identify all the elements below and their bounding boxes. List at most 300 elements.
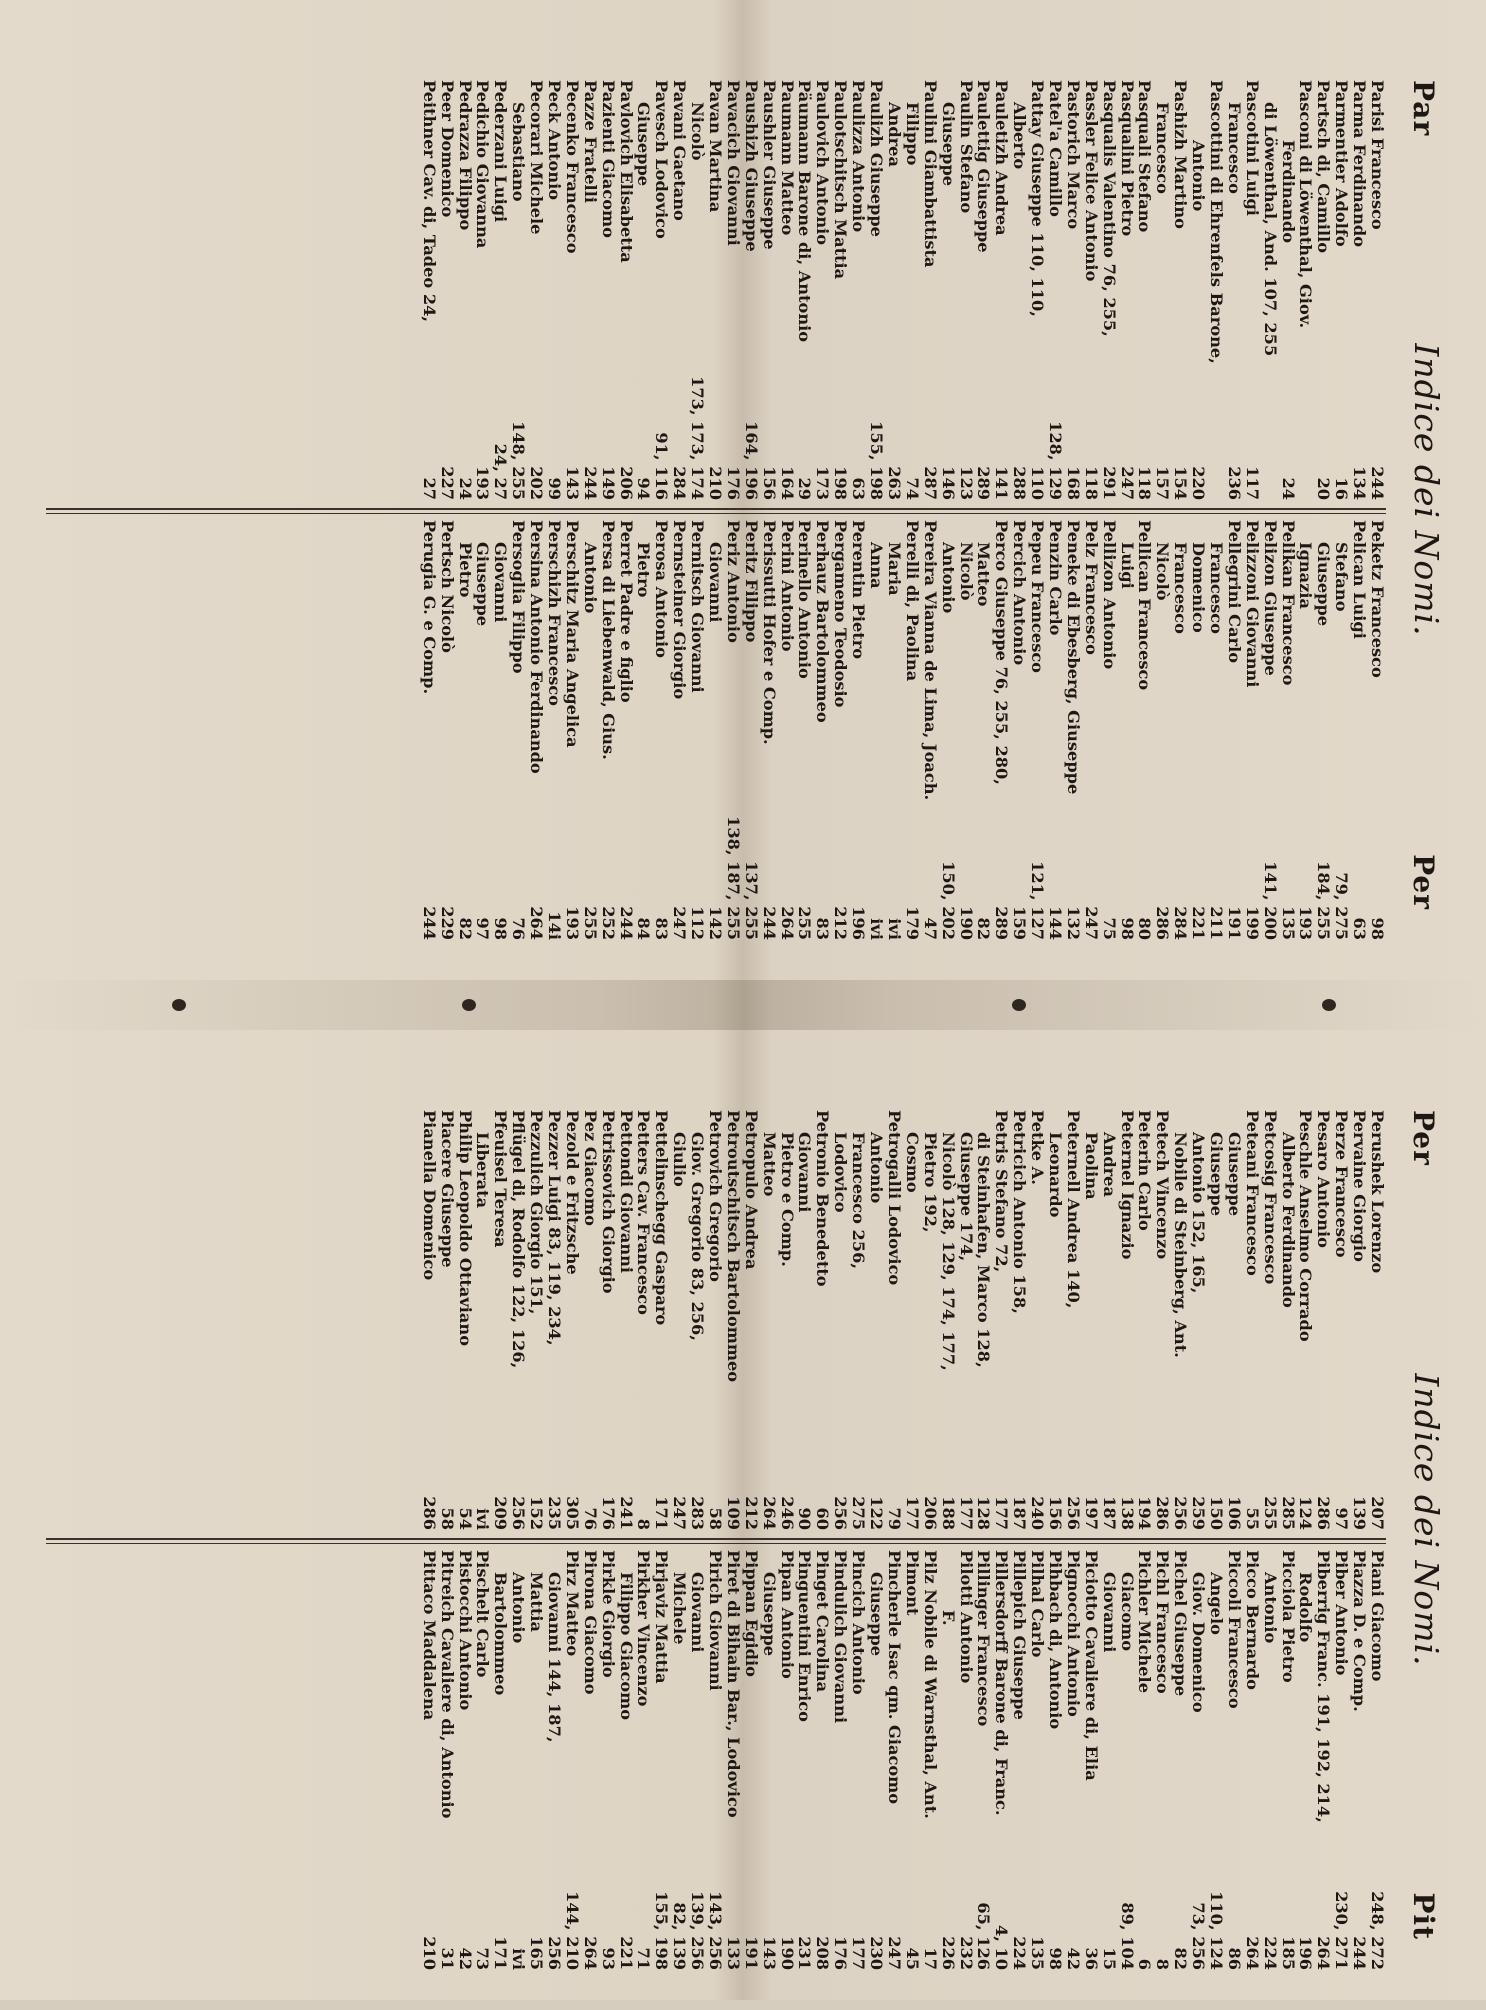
index-entry [1153,1550,1171,1970]
entry-name: Perinello Antonio [795,520,815,679]
entry-name: Pindulich Giovanni [831,1550,851,1724]
index-entry [1100,80,1118,500]
entry-pages: 187 [1010,1496,1030,1530]
entry-name: Pedichio Giovanna [473,80,493,249]
entry-name: Peterin Carlo [1135,1110,1155,1231]
entry-name: Nicolò [688,102,708,161]
index-column [420,1110,1386,1530]
index-entry [1100,1110,1118,1530]
entry-name: Pavan Martina [706,80,726,213]
entry-name: Pavlovich Elisabetta [616,80,636,263]
index-entry [921,1110,939,1530]
entry-name: Persa di Liebenwald, Gius. [598,520,618,760]
index-entry [1207,1550,1225,1970]
index-entry [1332,1110,1350,1530]
entry-pages: 89, 104 [1117,1902,1137,1970]
entry-pages: 177 [956,1496,976,1530]
entry-pages: 264 [759,1496,779,1530]
entry-pages: 117 [1242,466,1262,500]
entry-pages: 16 [1332,477,1352,500]
entry-pages: 98 [1117,917,1137,940]
entry-pages: 244 [580,466,600,500]
entry-pages: 54 [455,1507,475,1530]
index-entry [420,520,438,940]
index-entry [1136,80,1154,500]
index-entry [563,1110,581,1530]
entry-name: Pezzer Luigi 83, 119, 234, [545,1110,565,1346]
index-entry [617,1110,635,1530]
entry-name: Persoglia Filippo [509,520,529,674]
entry-name: Pasconi di Löwenthal, Giov. [1296,80,1316,329]
entry-name: Mattia [527,1572,547,1632]
entry-name: Pederzani Luigi [491,80,511,223]
index-entry [1010,1110,1028,1530]
entry-name: Pattay Giuseppe 110, 110, [1028,80,1048,317]
entry-name: di Löwenthal, And. 107, 255 [1260,102,1280,357]
entry-name: Pilhal Carlo [1028,1550,1048,1658]
entry-pages: 156 [759,466,779,500]
index-entry [688,520,706,940]
entry-name: Pischelt Carlo [473,1550,493,1678]
entry-pages: 106 [1224,1496,1244,1530]
index-entry [1171,1110,1189,1530]
entry-name: Petrogalli Lodovico [884,1110,904,1286]
entry-name: Paulin Stefano [956,80,976,214]
entry-name: Pietro [455,542,475,598]
index-entry [1118,80,1136,500]
entry-pages: 138 [1117,1496,1137,1530]
entry-name: Pazienti Giacomo [598,80,618,238]
index-entry [438,520,456,940]
entry-name: Piciotto Cavaliere di, Elia [1081,1550,1101,1781]
index-entry [617,80,635,500]
entry-pages: 286 [1153,906,1173,940]
entry-pages: 74 [902,477,922,500]
entry-pages: 60 [813,1507,833,1530]
entry-pages: 36 [1081,1947,1101,1970]
entry-name: Pellizon Antonio [1099,520,1119,670]
entry-pages: 264 [527,906,547,940]
index-entry [849,1110,867,1530]
entry-name: Perini Antonio [777,520,797,652]
entry-pages: 80 [1135,917,1155,940]
entry-pages: 63 [849,477,869,500]
index-entry [885,1550,903,1970]
entry-name: Pascotini Luigi [1242,80,1262,216]
entry-pages: 141 [992,466,1012,500]
index-entry [1118,1110,1136,1530]
index-entry [957,1110,975,1530]
entry-name: Giuseppe [867,1572,887,1657]
entry-name: Pipan Antonio [777,1550,797,1679]
index-entry [867,520,885,940]
entry-pages: 118 [1135,466,1155,500]
book-gutter [0,980,1486,1030]
entry-name: Peternell Andrea 140, [1063,1110,1083,1309]
entry-name: Periz Antonio [723,520,743,643]
entry-name: Giovanni 144, 187, [545,1572,565,1743]
index-entry [1368,1110,1386,1530]
entry-name: Giovanni [706,542,726,623]
index-entry [581,1110,599,1530]
entry-name: Pelican Luigi [1350,520,1370,639]
index-entry [1368,520,1386,940]
index-entry [814,1110,832,1530]
entry-pages: 286 [419,1496,439,1530]
index-entry [1332,1550,1350,1970]
entry-pages: 71 [634,1947,654,1970]
index-entry [885,80,903,500]
entry-name: Piazza D. e Comp. [1350,1550,1370,1712]
entry-pages: 122 [867,1496,887,1530]
entry-pages: 176 [598,1496,618,1530]
entry-name: Percich Antonio [1010,520,1030,666]
entry-pages: ivi [473,1508,493,1530]
entry-pages: 224 [1260,1936,1280,1970]
entry-pages: 173 [813,466,833,500]
entry-name: Giulio [670,1132,690,1187]
entry-pages: 4, 10 [992,1924,1012,1970]
entry-name: Giuseppe [1314,542,1334,627]
entry-pages: 137, 255 [741,861,761,940]
index-entry [796,520,814,940]
entry-name: Pincich Antonio [849,1550,869,1695]
entry-pages: 157 [1153,466,1173,500]
entry-pages: 244 [759,906,779,940]
entry-name: Giuseppe [634,102,654,187]
index-entry [778,1550,796,1970]
index-entry [975,1110,993,1530]
index-entry [760,1110,778,1530]
entry-pages: 27 [419,477,439,500]
entry-pages: 73, 256 [1189,1902,1209,1970]
entry-pages: 176 [831,1936,851,1970]
entry-pages: 229 [437,906,457,940]
index-entry [1279,520,1297,940]
entry-name: Petcosig Francesco [1260,1110,1280,1285]
index-entry [563,80,581,500]
entry-pages: 284 [1171,906,1191,940]
entry-name: Parisi Francesco [1368,80,1387,230]
index-entry [599,1110,617,1530]
entry-name: Pinget Carolina [813,1550,833,1693]
entry-name: Pirona Giacomo [580,1550,600,1695]
entry-name: Pitreich Cavaliere di, Antonio [437,1550,457,1819]
index-entry [1332,520,1350,940]
entry-name: Perissutti Hofer e Comp. [759,520,779,745]
entry-pages: 236 [1224,466,1244,500]
index-entry [1118,1550,1136,1970]
entry-pages: 128 [974,1496,994,1530]
entry-pages: 287 [920,466,940,500]
entry-pages: 47 [920,917,940,940]
entry-name: Giovanni [795,1132,815,1213]
entry-name: Pillepich Giuseppe [1010,1550,1030,1720]
index-entry [992,1550,1010,1970]
entry-name: Pernitsch Giovanni [688,520,708,693]
entry-name: Pignocchi Antonio [1063,1550,1083,1717]
index-entry [599,80,617,500]
entry-name: Pelizzoni Giovanni [1242,520,1262,688]
entry-name: Paushler Giuseppe [759,80,779,250]
index-entry [563,1550,581,1970]
index-entry [975,80,993,500]
entry-name: Pietro [634,542,654,598]
entry-pages: 209 [491,1496,511,1530]
index-entry [1279,1110,1297,1530]
index-entry [992,80,1010,500]
entry-name: Pimont [902,1550,922,1616]
entry-name: Pesaro Antonio [1314,1110,1334,1248]
entry-name: Pastorich Marco [1063,80,1083,230]
entry-name: Pianella Domenico [419,1110,439,1281]
entry-pages: 176 [723,466,743,500]
index-entry [688,80,706,500]
entry-pages: 264 [1314,1936,1334,1970]
entry-name: Perosa Antonio [652,520,672,658]
entry-pages: 248, 272 [1368,1891,1387,1970]
index-entry [438,1110,456,1530]
index-entry [652,520,670,940]
entry-name: Pauletizh Andrea [992,80,1012,236]
entry-name: Penzin Carlo [1045,520,1065,636]
index-entry [867,80,885,500]
entry-name: Pietro e Comp. [777,1132,797,1267]
entry-name: Pellican Francesco [1135,520,1155,691]
index-entry [581,1550,599,1970]
index-entry [670,1110,688,1530]
entry-pages: 84 [634,917,654,940]
entry-pages: 82 [455,917,475,940]
entry-name: Petricich Antonio 158, [1010,1110,1030,1314]
entry-pages: 58 [706,1507,726,1530]
index-entry [688,1550,706,1970]
entry-name: Liberata [473,1132,493,1209]
entry-pages: 244 [419,906,439,940]
entry-pages: 173, 173, 174 [688,376,708,500]
entry-name: Petech Vincenzo [1153,1110,1173,1260]
entry-name: Piacere Giuseppe [437,1110,457,1268]
entry-name: Piret di Bihain Bar., Lodovico [723,1550,743,1818]
entry-name: Pelikan Francesco [1278,520,1298,686]
index-column [420,520,1386,940]
entry-pages: 82 [974,917,994,940]
index-entry [545,520,563,940]
entry-pages: 164 [777,466,797,500]
index-entry [1314,80,1332,500]
entry-pages: 210 [419,1936,439,1970]
entry-name: Pernsteiner Giorgio [670,520,690,700]
entry-pages: 240 [1028,1496,1048,1530]
entry-name: Petroutschitsch Bartolommeo [723,1110,743,1383]
entry-name: Angelo [1206,1572,1226,1635]
entry-pages: 8 [1153,1958,1173,1970]
entry-pages: 264 [777,906,797,940]
entry-name: Parma Ferdinando [1350,80,1370,248]
entry-name: Pietro 192, [920,1132,940,1233]
entry-name: Antonio [509,1572,529,1644]
entry-name: di Steinhafen, Marco 128, [974,1132,994,1368]
entry-name: Antonio 152, 165, [1189,1132,1209,1294]
index-entry [545,1550,563,1970]
entry-pages: 42 [455,1947,475,1970]
entry-pages: 264 [580,1936,600,1970]
entry-name: Luigi [1117,542,1137,589]
index-entry [527,520,545,940]
index-entry [420,80,438,500]
right-page-header [1394,1030,1454,2010]
entry-name: Pirich Giovanni [706,1550,726,1691]
entry-pages: 171 [652,1496,672,1530]
entry-pages: 118 [1081,466,1101,500]
entry-name: Philip Leopoldo Ottaviano [455,1110,475,1346]
index-entry [1368,80,1386,500]
entry-name: Antonio [1260,1572,1280,1644]
index-entry [921,1550,939,1970]
index-entry [1028,1550,1046,1970]
entry-pages: 171 [491,1936,511,1970]
entry-name: Filippo [902,102,922,166]
entry-pages: 187 [1099,1496,1119,1530]
index-entry [509,1110,527,1530]
entry-pages: 146 [938,466,958,500]
entry-pages: 42 [1063,1947,1083,1970]
index-entry [760,80,778,500]
entry-pages: 168 [1063,466,1083,500]
index-entry [456,80,474,500]
entry-name: Cosmo [902,1132,922,1193]
entry-pages: 17 [920,1947,940,1970]
entry-name: Giov. Domenico [1189,1572,1209,1713]
entry-pages: 256 [1171,1496,1191,1530]
index-entry [1136,1110,1154,1530]
index-entry [1046,520,1064,940]
index-entry [1028,520,1046,940]
entry-pages: 264 [1242,1936,1262,1970]
entry-name: Nicolò 128, 129, 174, 177, [938,1132,958,1371]
entry-pages: 206 [920,1496,940,1530]
entry-name: Perschitz Maria Angelica [562,520,582,748]
index-entry [652,1110,670,1530]
index-entry [867,1550,885,1970]
index-entry [1082,1550,1100,1970]
entry-name: Pirz Matteo [562,1550,582,1657]
index-entry [1064,520,1082,940]
index-entry [957,1550,975,1970]
entry-name: Pirkle Giorgio [598,1550,618,1678]
index-entry [814,1550,832,1970]
index-entry [724,520,742,940]
entry-name: Pepeu Francesco [1028,520,1048,673]
entry-pages: 150 [1206,1496,1226,1530]
index-entry [831,520,849,940]
entry-pages: 82, 139 [670,1902,690,1970]
entry-pages: 247 [670,906,690,940]
index-entry [957,520,975,940]
index-entry [635,520,653,940]
entry-name: Petters Cav. Francesco [634,1110,654,1315]
entry-name: Alberto [1010,102,1030,170]
index-entry [1010,80,1028,500]
entry-pages: 148, 255 [509,421,529,500]
index-entry [1261,520,1279,940]
entry-pages: 212 [831,906,851,940]
entry-name: Giov. Gregorio 83, 256, [688,1132,708,1341]
index-entry [581,80,599,500]
index-entry [1028,1110,1046,1530]
entry-name: Pistocchi Antonio [455,1550,475,1711]
index-entry [438,1550,456,1970]
entry-pages: 288 [1010,466,1030,500]
entry-name: Paulettig Giuseppe [974,80,994,253]
entry-pages: 286 [1153,1496,1173,1530]
index-entry [742,80,760,500]
entry-name: Rodolfo [1296,1572,1316,1643]
index-entry [1207,520,1225,940]
entry-name: Francesco [1224,102,1244,194]
index-entry [903,80,921,500]
index-entry [1297,1110,1315,1530]
entry-pages: 76 [509,917,529,940]
index-entry [1261,80,1279,500]
index-entry [474,1110,492,1530]
index-entry [599,520,617,940]
entry-pages: 123 [956,466,976,500]
entry-name: Giovanni [688,1572,708,1653]
entry-name: Piani Giacomo [1368,1550,1387,1682]
index-entry [1082,1110,1100,1530]
entry-name: Pichel Giuseppe [1171,1550,1191,1697]
index-entry [1153,80,1171,500]
entry-name: F. [938,1610,958,1626]
entry-pages: 246 [777,1496,797,1530]
entry-name: Pashizh Martino [1171,80,1191,229]
entry-pages: 226 [938,1936,958,1970]
entry-name: Antonio [1189,140,1209,212]
entry-pages: 196 [849,906,869,940]
entry-pages: 191 [741,1936,761,1970]
entry-name: Pittaco Maddalena [419,1550,439,1721]
entry-pages: 139, 256 [688,1891,708,1970]
entry-pages: 143 [562,466,582,500]
entry-name: Petke A. [1028,1110,1048,1185]
entry-pages: 98 [1368,917,1387,940]
page-title: Indice dei Nomi. [1407,343,1446,637]
entry-pages: 86 [1224,1947,1244,1970]
entry-pages: 244 [616,906,636,940]
index-entry [1207,1110,1225,1530]
entry-name: Peternel Ignazio [1117,1110,1137,1260]
entry-name: Pincherle Isac qm. Giacomo [884,1550,904,1805]
index-entry [1350,1550,1368,1970]
entry-pages: 191 [1224,906,1244,940]
entry-pages: 193 [473,466,493,500]
entry-pages: 94 [634,477,654,500]
running-head-left: Par [1407,80,1440,137]
index-entry [545,80,563,500]
index-entry [724,1110,742,1530]
entry-name: Pihbach di, Antonio [1045,1550,1065,1730]
running-head-right: Per [1407,854,1440,910]
entry-name: Pasqualis Valentino 76, 255, [1099,80,1119,337]
entry-name: Petris Stefano 72, [992,1110,1012,1273]
index-entry [1028,80,1046,500]
entry-pages: 24, 27 [491,443,511,500]
page-title: Indice dei Nomi. [1407,1373,1446,1667]
entry-pages: 15 [1099,1947,1119,1970]
index-entry [939,80,957,500]
entry-pages: 256 [509,1496,529,1530]
